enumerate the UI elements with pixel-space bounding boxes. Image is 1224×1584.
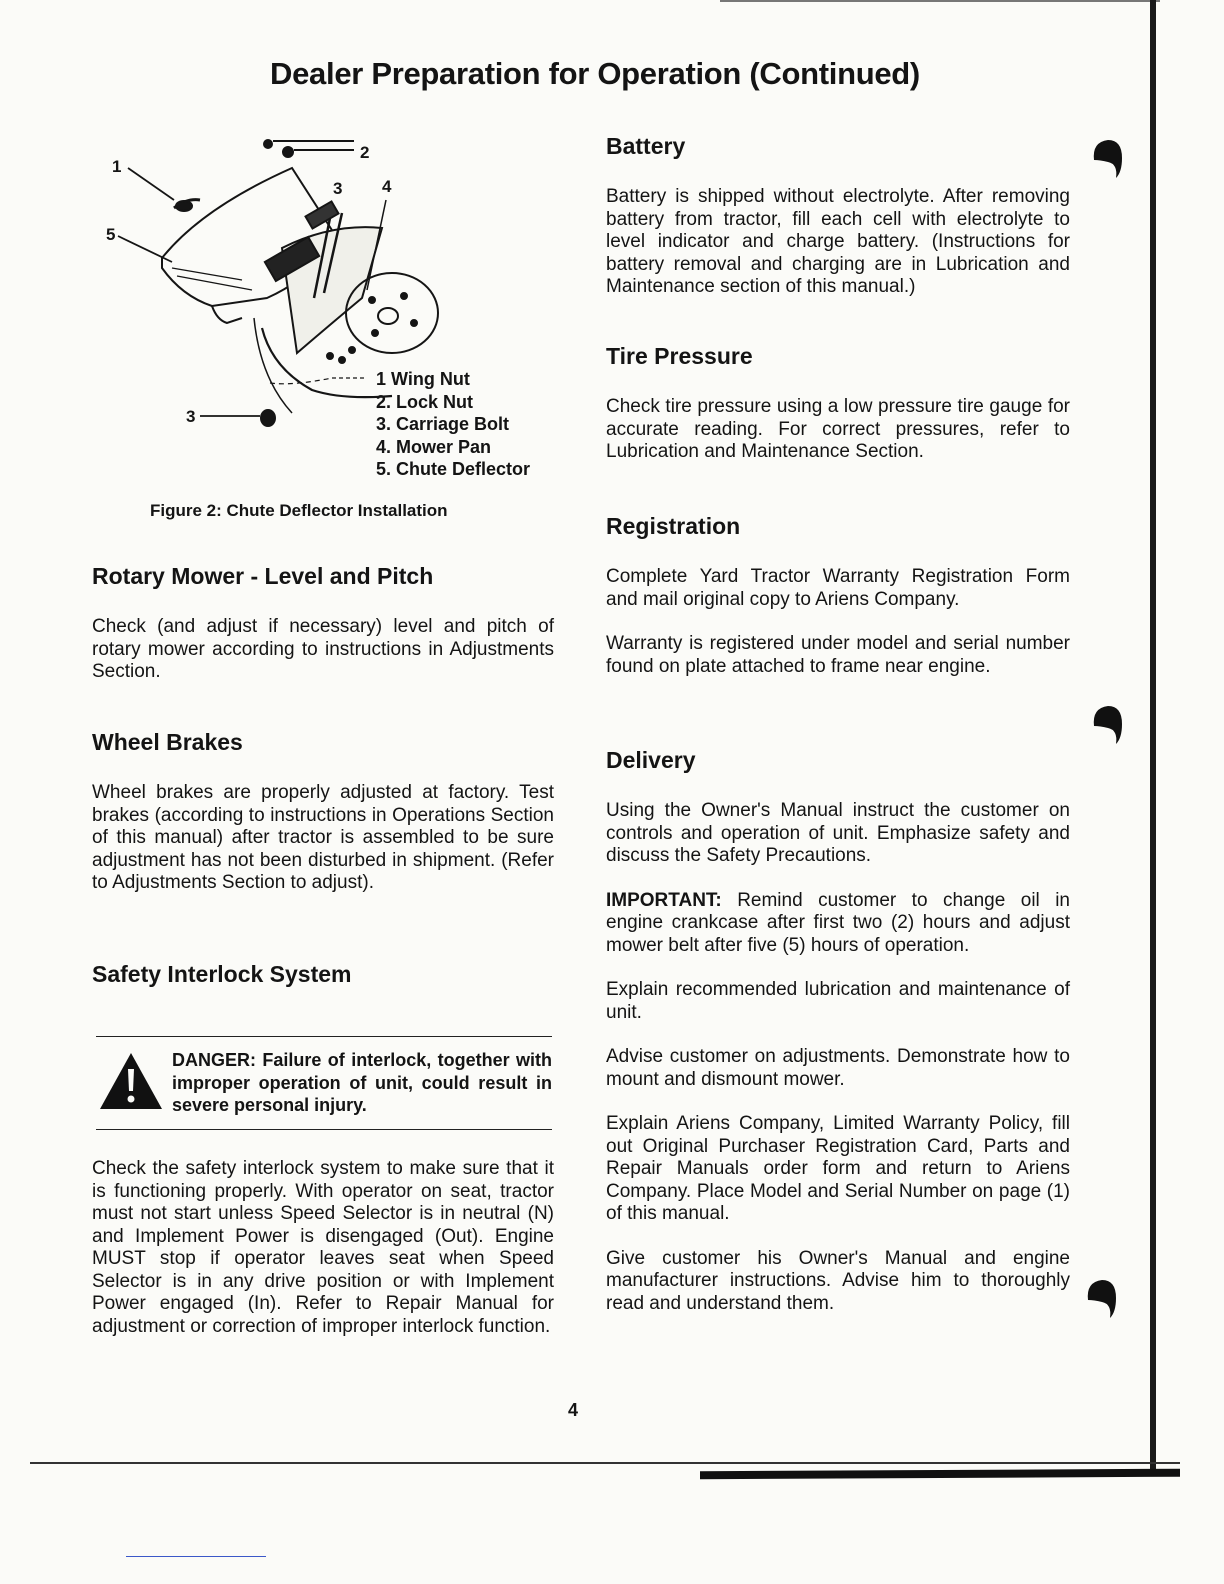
figure-caption: Figure 2: Chute Deflector Installation	[150, 501, 448, 520]
legend-item: 1 Wing Nut	[376, 369, 470, 389]
danger-text: DANGER: Failure of interlock, together with improper operation of unit, could result in severe personal injury.	[172, 1050, 552, 1115]
section-wheel-brakes	[92, 728, 554, 895]
section-delivery	[606, 746, 1070, 1315]
section-body: Explain recommended lubrication and maintenance of unit.	[606, 979, 1070, 1023]
section-heading: Delivery	[606, 747, 696, 773]
danger-notice	[96, 1036, 552, 1130]
legend-item: 4. Mower Pan	[376, 436, 492, 457]
important-text: Remind customer to change oil in engine crankcase after first two (2) hours and adjust mower belt after five (5) hours of operation.	[606, 889, 1070, 956]
page-title: Dealer Preparation for Operation (Continued)	[270, 56, 920, 91]
legend-item: 3. Carriage Bolt	[376, 414, 510, 434]
footer-line	[126, 1556, 266, 1557]
section-battery	[606, 132, 1070, 299]
page-number: 4	[568, 1400, 579, 1420]
mower-pan-shape	[262, 328, 392, 397]
section-safety-interlock-body	[92, 1158, 554, 1338]
section-heading: Rotary Mower - Level and Pitch	[92, 563, 434, 589]
section-heading: Safety Interlock System	[92, 961, 352, 987]
section-heading: Battery	[606, 133, 686, 159]
page-top-edge	[720, 0, 1160, 2]
binder-hole-icon	[1090, 702, 1124, 746]
section-body: Check the safety interlock system to make sure that it is functioning properly. With operator on seat, tractor must not start unless Speed Selector is in neutral (N) and Implement Power is disengaged (Out). Engine MUST stop if operator leaves seat when Speed Selector is in any drive position or with Implement Power engaged (In). Refer to Repair Manual for adjustment or correction of improper interlock function.	[92, 1158, 554, 1337]
section-rotary-mower	[92, 562, 554, 684]
pulley-shape	[346, 273, 438, 353]
important-label: IMPORTANT:	[606, 889, 722, 911]
section-heading: Tire Pressure	[606, 343, 753, 369]
section-safety-interlock	[92, 960, 554, 988]
chute-deflector-figure	[92, 128, 554, 528]
section-body: Explain Ariens Company, Limited Warranty Policy, fill out Original Purchaser Registration Card, Parts and Repair Manuals order form and return to Ariens Company. Place Model and Serial Number on page (1) of this manual.	[606, 1113, 1070, 1224]
callout-1: 1	[112, 157, 122, 176]
section-body: Using the Owner's Manual instruct the customer on controls and operation of unit. Emphasize safety and discuss the Safety Precautions.	[606, 800, 1070, 866]
important-note	[606, 890, 1070, 958]
legend-item: 2. Lock Nut	[376, 391, 474, 412]
section-registration	[606, 512, 1070, 678]
callout-5: 5	[106, 225, 116, 244]
section-body: Complete Yard Tractor Warranty Registration Form and mail original copy to Ariens Company.	[606, 566, 1070, 610]
bottom-rule	[30, 1462, 1180, 1464]
section-heading: Wheel Brakes	[92, 729, 243, 755]
bottom-rule-thick	[700, 1469, 1180, 1480]
page-right-edge	[1150, 0, 1156, 1470]
binder-hole-icon	[1084, 1276, 1118, 1320]
section-body: Warranty is registered under model and serial number found on plate attached to frame near engine.	[606, 633, 1070, 677]
callout-2: 2	[360, 143, 370, 162]
section-body: Wheel brakes are properly adjusted at factory. Test brakes (according to instructions in Operations Section of this manual) after tractor is assembled to be sure adjustment has not been disturbed in shipment. (Refer to Adjustments Section to adjust).	[92, 782, 554, 893]
section-heading: Registration	[606, 513, 741, 539]
warning-triangle-icon	[98, 1051, 164, 1111]
callout-3: 3	[333, 179, 343, 198]
callout-3-lower: 3	[186, 407, 196, 426]
figure-legend	[376, 368, 530, 481]
section-body: Check tire pressure using a low pressure tire gauge for accurate reading. For correct pressures, refer to Lubrication and Maintenance Section.	[606, 396, 1070, 462]
callout-4: 4	[382, 177, 392, 196]
section-body: Advise customer on adjustments. Demonstrate how to mount and dismount mower.	[606, 1046, 1070, 1090]
legend-item: 5. Chute Deflector	[376, 459, 531, 479]
section-body: Battery is shipped without electrolyte. After removing battery from tractor, fill each cell with electrolyte to level indicator and charge battery. (Instructions for battery removal and charging are in Lubrication and Maintenance section of this manual.)	[606, 186, 1070, 297]
section-body: Check (and adjust if necessary) level and pitch of rotary mower according to instructions in Adjustments Section.	[92, 616, 554, 682]
section-body: Give customer his Owner's Manual and engine manufacturer instructions. Advise him to thoroughly read and understand them.	[606, 1247, 1070, 1314]
section-tire-pressure	[606, 342, 1070, 464]
binder-hole-icon	[1090, 136, 1124, 180]
